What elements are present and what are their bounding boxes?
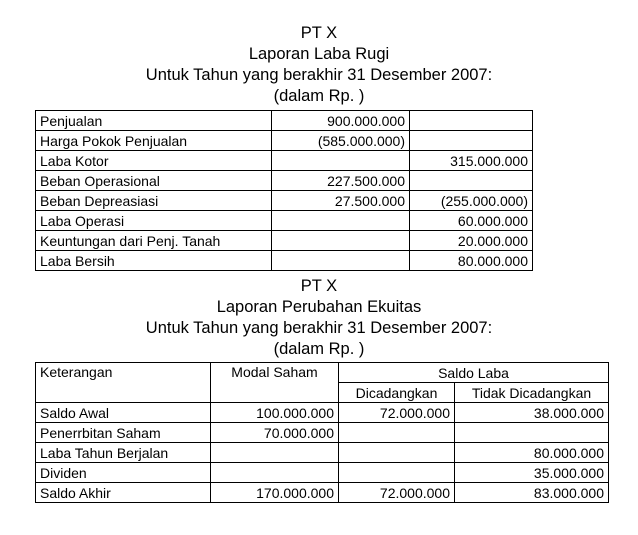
equity-statement-title: Laporan Perubahan Ekuitas (216, 298, 422, 316)
equity-statement-company: PT X (300, 277, 338, 295)
table-row (36, 251, 533, 271)
row-label: Penjualan (36, 111, 272, 131)
amount-cell (272, 231, 410, 251)
row-label: Laba Tahun Berjalan (36, 443, 211, 463)
equity-statement-table (35, 362, 609, 503)
total-cell: 315.000.000 (410, 151, 533, 171)
modal-cell: 70.000.000 (211, 423, 339, 443)
table-row (36, 111, 533, 131)
row-label: Laba Kotor (36, 151, 272, 171)
header-keterangan: Keterangan (36, 363, 211, 403)
row-label: Beban Depreasiasi (36, 191, 272, 211)
total-cell: 20.000.000 (410, 231, 533, 251)
income-statement-title: Laporan Laba Rugi (248, 45, 390, 63)
table-row (36, 231, 533, 251)
header-modal-saham: Modal Saham (211, 363, 339, 403)
amount-cell (272, 151, 410, 171)
total-cell: 60.000.000 (410, 211, 533, 231)
table-row (36, 403, 609, 423)
modal-cell (211, 463, 339, 483)
table-row (36, 131, 533, 151)
row-label: Laba Bersih (36, 251, 272, 271)
table-row (36, 463, 609, 483)
modal-cell: 170.000.000 (211, 483, 339, 503)
total-cell (410, 111, 533, 131)
amount-cell: 227.500.000 (272, 171, 410, 191)
header-tidak-dicadangkan: Tidak Dicadangkan (455, 383, 609, 403)
row-label: Dividen (36, 463, 211, 483)
amount-cell: 27.500.000 (272, 191, 410, 211)
income-statement-unit: (dalam Rp. ) (273, 87, 365, 105)
dicadangkan-cell (339, 443, 455, 463)
amount-cell: (585.000.000) (272, 131, 410, 151)
amount-cell: 900.000.000 (272, 111, 410, 131)
row-label: Saldo Akhir (36, 483, 211, 503)
tidak-dicadangkan-cell: 38.000.000 (455, 403, 609, 423)
tidak-dicadangkan-cell: 83.000.000 (455, 483, 609, 503)
dicadangkan-cell (339, 423, 455, 443)
dicadangkan-cell: 72.000.000 (339, 483, 455, 503)
tidak-dicadangkan-cell: 35.000.000 (455, 463, 609, 483)
total-cell (410, 171, 533, 191)
tidak-dicadangkan-cell: 80.000.000 (455, 443, 609, 463)
table-row (36, 171, 533, 191)
table-row (36, 151, 533, 171)
amount-cell (272, 211, 410, 231)
modal-cell (211, 443, 339, 463)
total-cell (410, 131, 533, 151)
row-label: Laba Operasi (36, 211, 272, 231)
dicadangkan-cell: 72.000.000 (339, 403, 455, 423)
table-row (36, 191, 533, 211)
row-label: Penerrbitan Saham (36, 423, 211, 443)
header-dicadangkan: Dicadangkan (339, 383, 455, 403)
dicadangkan-cell (339, 463, 455, 483)
header-saldo-laba: Saldo Laba (339, 363, 609, 383)
income-statement-company: PT X (300, 24, 338, 42)
equity-statement-unit: (dalam Rp. ) (273, 340, 365, 358)
income-statement-table (35, 110, 533, 271)
table-row (36, 483, 609, 503)
total-cell: 80.000.000 (410, 251, 533, 271)
row-label: Keuntungan dari Penj. Tanah (36, 231, 272, 251)
header-row (36, 363, 609, 383)
total-cell: (255.000.000) (410, 191, 533, 211)
table-row (36, 443, 609, 463)
row-label: Saldo Awal (36, 403, 211, 423)
row-label: Harga Pokok Penjualan (36, 131, 272, 151)
income-statement-period: Untuk Tahun yang berakhir 31 Desember 2007: (145, 66, 493, 84)
amount-cell (272, 251, 410, 271)
modal-cell: 100.000.000 (211, 403, 339, 423)
table-row (36, 423, 609, 443)
tidak-dicadangkan-cell (455, 423, 609, 443)
row-label: Beban Operasional (36, 171, 272, 191)
table-row (36, 211, 533, 231)
equity-statement-period: Untuk Tahun yang berakhir 31 Desember 2007: (145, 319, 493, 337)
